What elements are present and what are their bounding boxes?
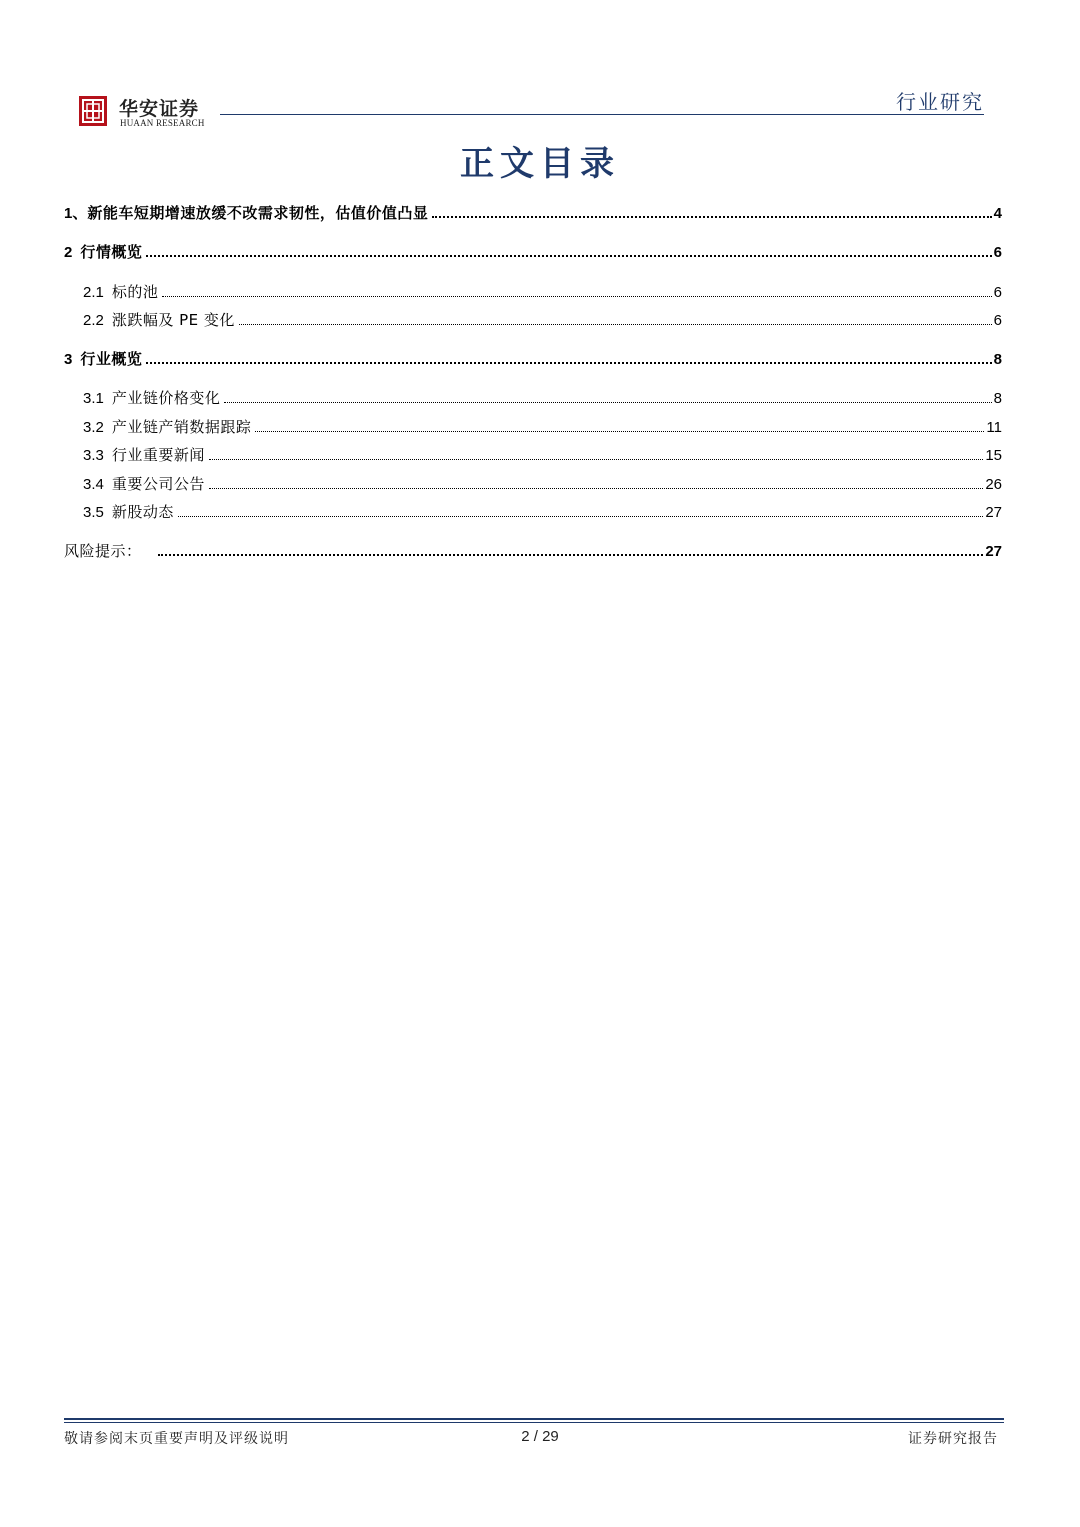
logo-english-name: HUAAN RESEARCH <box>120 118 205 128</box>
toc-leader <box>178 516 983 517</box>
report-type-label: 证券研究报告 <box>908 1431 998 1447</box>
footer-divider-thin <box>64 1422 1004 1423</box>
toc-leader <box>209 459 983 460</box>
toc-page: 6 <box>993 284 1002 301</box>
toc-leader <box>432 216 991 218</box>
toc-text: 风险提示： <box>64 542 142 560</box>
toc-entry-1[interactable] <box>64 203 1002 224</box>
toc-text: 行情概览 <box>80 243 143 261</box>
toc-number: 3 <box>64 351 73 368</box>
toc-page: 6 <box>993 312 1002 329</box>
company-logo <box>79 94 207 132</box>
toc-entry-2-1[interactable] <box>83 282 1002 303</box>
logo-chinese-name: 华安证券 <box>119 98 200 120</box>
toc-number: 3.3 <box>83 447 104 464</box>
toc-number: 1、 <box>64 205 88 222</box>
toc-page: 27 <box>985 543 1002 560</box>
toc-page: 11 <box>986 419 1002 436</box>
toc-page: 6 <box>993 244 1002 261</box>
toc-text: 新股动态 <box>111 503 174 521</box>
report-section-label: 行业研究 <box>896 90 984 114</box>
toc-number: 2.1 <box>83 284 104 301</box>
toc-text: 新能车短期增速放缓不改需求韧性，估值价值凸显 <box>87 204 429 222</box>
toc-page: 8 <box>993 390 1002 407</box>
toc-entry-3-4[interactable] <box>83 474 1002 495</box>
toc-page: 27 <box>985 504 1002 521</box>
toc-number: 2.2 <box>83 312 104 329</box>
toc-leader <box>162 296 991 297</box>
toc-text: 涨跌幅及 PE 变化 <box>111 311 235 329</box>
toc-entry-risk[interactable] <box>64 541 1002 562</box>
toc-entry-3[interactable] <box>64 349 1002 370</box>
toc-entry-3-1[interactable] <box>83 388 1002 409</box>
toc-number: 2 <box>64 244 73 261</box>
toc-entry-3-2[interactable] <box>83 417 1002 438</box>
toc-page: 8 <box>993 351 1002 368</box>
toc-leader <box>239 324 992 325</box>
toc-page: 26 <box>985 476 1002 493</box>
toc-text: 重要公司公告 <box>111 475 205 493</box>
page-title: 正文目录 <box>460 144 620 184</box>
toc-entry-3-5[interactable] <box>83 502 1002 523</box>
toc-text: 行业重要新闻 <box>111 446 205 464</box>
toc-leader <box>158 554 984 556</box>
toc-leader <box>146 362 991 364</box>
toc-number: 3.5 <box>83 504 104 521</box>
toc-entry-2[interactable] <box>64 242 1002 263</box>
page-indicator: 2 / 29 <box>521 1428 559 1445</box>
huaan-logo-icon <box>79 96 107 126</box>
toc-page: 15 <box>985 447 1002 464</box>
toc-number: 3.1 <box>83 390 104 407</box>
toc-number: 3.4 <box>83 476 104 493</box>
toc-leader <box>146 255 991 257</box>
disclaimer-note: 敬请参阅末页重要声明及评级说明 <box>64 1431 289 1447</box>
toc-page: 4 <box>993 205 1002 222</box>
toc-text: 产业链价格变化 <box>111 389 221 407</box>
toc-leader <box>255 431 984 432</box>
toc-entry-2-2[interactable] <box>83 310 1002 331</box>
toc-number: 3.2 <box>83 419 104 436</box>
toc-text: 产业链产销数据跟踪 <box>111 418 252 436</box>
toc-text: 标的池 <box>111 283 159 301</box>
header-divider <box>220 114 984 115</box>
toc-leader <box>224 402 991 403</box>
toc-leader <box>209 488 983 489</box>
toc-entry-3-3[interactable] <box>83 445 1002 466</box>
toc-text: 行业概览 <box>80 350 143 368</box>
footer-divider <box>64 1418 1004 1420</box>
